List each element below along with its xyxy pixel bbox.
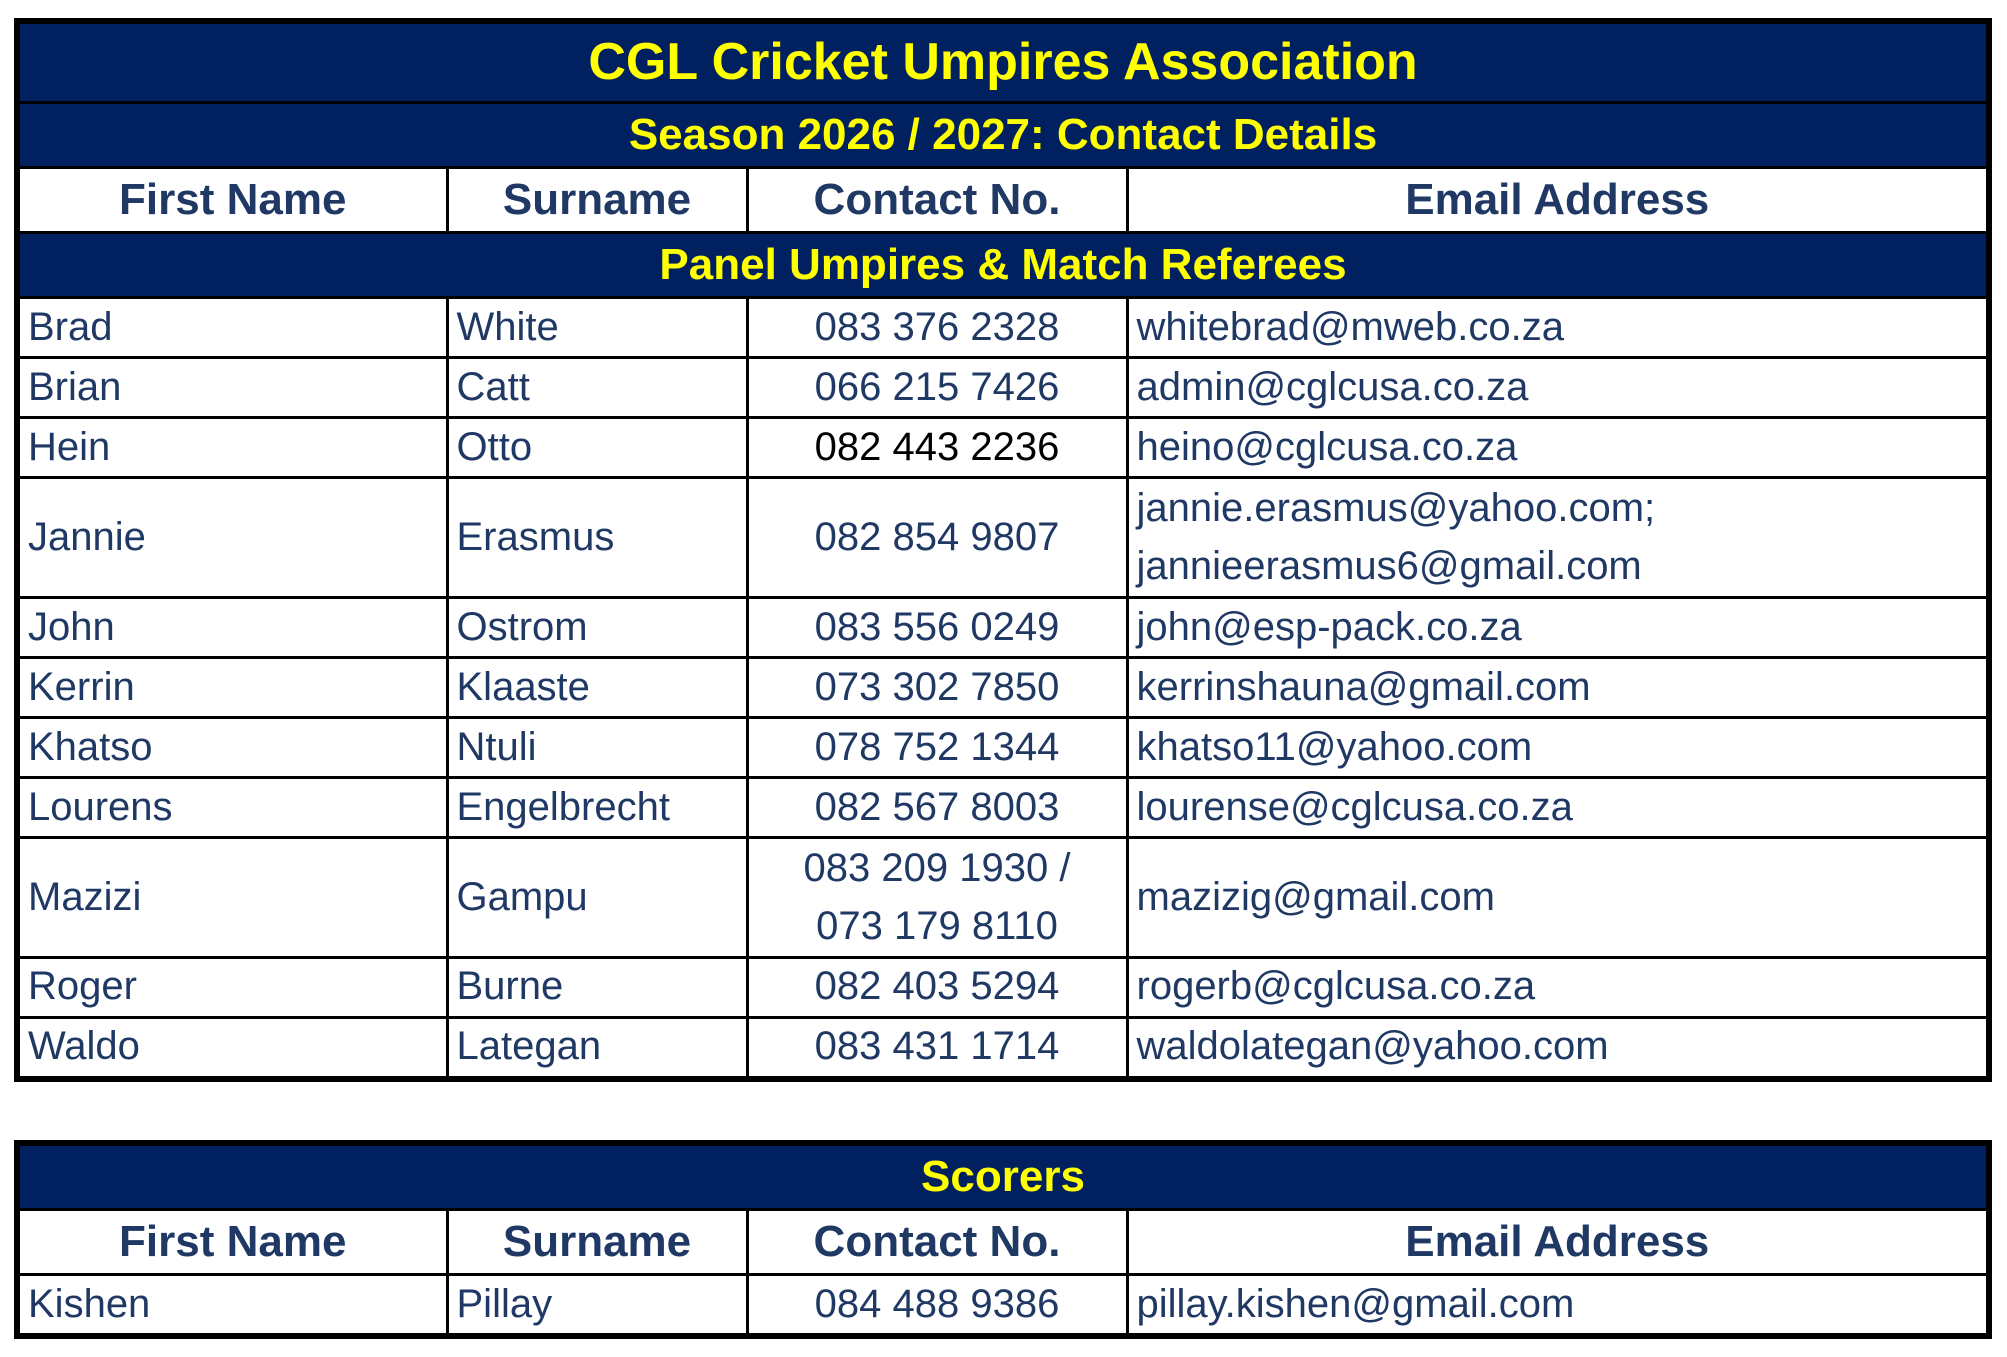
subtitle-row — [17, 103, 1989, 168]
email-cell[interactable]: rogerb@cglcusa.co.za — [1127, 957, 1989, 1017]
first-name-cell: Roger — [17, 957, 447, 1017]
surname-cell: Ntuli — [447, 717, 747, 777]
contact-number-cell: 082 567 8003 — [747, 777, 1127, 837]
email-line-1[interactable]: jannie.erasmus@yahoo.com; — [1136, 486, 1656, 530]
first-name-cell: Brian — [17, 358, 447, 418]
contact-number-cell: 078 752 1344 — [747, 717, 1127, 777]
first-name-cell: Lourens — [17, 777, 447, 837]
section-row-scorers — [17, 1143, 1989, 1210]
table-row — [17, 1275, 1989, 1337]
page-title: CGL Cricket Umpires Association — [17, 21, 1989, 103]
header-email-address: Email Address — [1127, 168, 1989, 233]
column-header-row — [17, 168, 1989, 233]
email-cell[interactable]: whitebrad@mweb.co.za — [1127, 298, 1989, 358]
umpires-contact-table — [14, 18, 1992, 1082]
table-row — [17, 837, 1989, 957]
table-row — [17, 358, 1989, 418]
contact-number-cell: 082 443 2236 — [747, 418, 1127, 478]
surname-cell: Burne — [447, 957, 747, 1017]
scorers-contact-table — [14, 1140, 1992, 1339]
email-cell — [1127, 478, 1989, 598]
table-row — [17, 597, 1989, 657]
table-row — [17, 957, 1989, 1017]
contact-number-cell: 083 376 2328 — [747, 298, 1127, 358]
section-title-scorers: Scorers — [17, 1143, 1989, 1210]
email-cell[interactable]: waldolategan@yahoo.com — [1127, 1017, 1989, 1079]
table-row — [17, 1017, 1989, 1079]
contact-number-cell: 082 854 9807 — [747, 478, 1127, 598]
header-email-address: Email Address — [1127, 1210, 1989, 1275]
table-row — [17, 418, 1989, 478]
title-row — [17, 21, 1989, 103]
email-cell[interactable]: khatso11@yahoo.com — [1127, 717, 1989, 777]
first-name-cell: Khatso — [17, 717, 447, 777]
section-title-umpires: Panel Umpires & Match Referees — [17, 233, 1989, 298]
table-row — [17, 717, 1989, 777]
email-cell[interactable]: lourense@cglcusa.co.za — [1127, 777, 1989, 837]
email-cell[interactable]: admin@cglcusa.co.za — [1127, 358, 1989, 418]
header-surname: Surname — [447, 1210, 747, 1275]
surname-cell: Catt — [447, 358, 747, 418]
contact-number-cell: 084 488 9386 — [747, 1275, 1127, 1337]
contact-number-cell: 073 302 7850 — [747, 657, 1127, 717]
contact-number-cell: 066 215 7426 — [747, 358, 1127, 418]
email-cell[interactable]: heino@cglcusa.co.za — [1127, 418, 1989, 478]
email-cell[interactable]: mazizig@gmail.com — [1127, 837, 1989, 957]
header-first-name: First Name — [17, 168, 447, 233]
header-first-name: First Name — [17, 1210, 447, 1275]
surname-cell: Otto — [447, 418, 747, 478]
header-contact-no: Contact No. — [747, 1210, 1127, 1275]
surname-cell: Lategan — [447, 1017, 747, 1079]
email-cell[interactable]: john@esp-pack.co.za — [1127, 597, 1989, 657]
email-cell[interactable]: kerrinshauna@gmail.com — [1127, 657, 1989, 717]
surname-cell: Klaaste — [447, 657, 747, 717]
contact-number-cell — [747, 837, 1127, 957]
season-subtitle: Season 2026 / 2027: Contact Details — [17, 103, 1989, 168]
header-contact-no: Contact No. — [747, 168, 1127, 233]
first-name-cell: Jannie — [17, 478, 447, 598]
email-cell[interactable]: pillay.kishen@gmail.com — [1127, 1275, 1989, 1337]
first-name-cell: Mazizi — [17, 837, 447, 957]
table-row — [17, 298, 1989, 358]
surname-cell: Ostrom — [447, 597, 747, 657]
first-name-cell: Kerrin — [17, 657, 447, 717]
surname-cell: White — [447, 298, 747, 358]
first-name-cell: Hein — [17, 418, 447, 478]
header-surname: Surname — [447, 168, 747, 233]
contact-number-line-1: 083 209 1930 / — [803, 845, 1071, 890]
contact-number-line-2: 073 179 8110 — [816, 904, 1058, 949]
table-row — [17, 777, 1989, 837]
first-name-cell: John — [17, 597, 447, 657]
first-name-cell: Kishen — [17, 1275, 447, 1337]
first-name-cell: Waldo — [17, 1017, 447, 1079]
surname-cell: Erasmus — [447, 478, 747, 598]
first-name-cell: Brad — [17, 298, 447, 358]
table-row — [17, 657, 1989, 717]
section-row-umpires — [17, 233, 1989, 298]
column-header-row — [17, 1210, 1989, 1275]
contact-number-cell: 083 556 0249 — [747, 597, 1127, 657]
contact-number-cell: 083 431 1714 — [747, 1017, 1127, 1079]
table-row — [17, 478, 1989, 598]
email-line-2[interactable]: jannieerasmus6@gmail.com — [1136, 544, 1642, 589]
surname-cell: Engelbrecht — [447, 777, 747, 837]
surname-cell: Pillay — [447, 1275, 747, 1337]
surname-cell: Gampu — [447, 837, 747, 957]
contact-number-cell: 082 403 5294 — [747, 957, 1127, 1017]
